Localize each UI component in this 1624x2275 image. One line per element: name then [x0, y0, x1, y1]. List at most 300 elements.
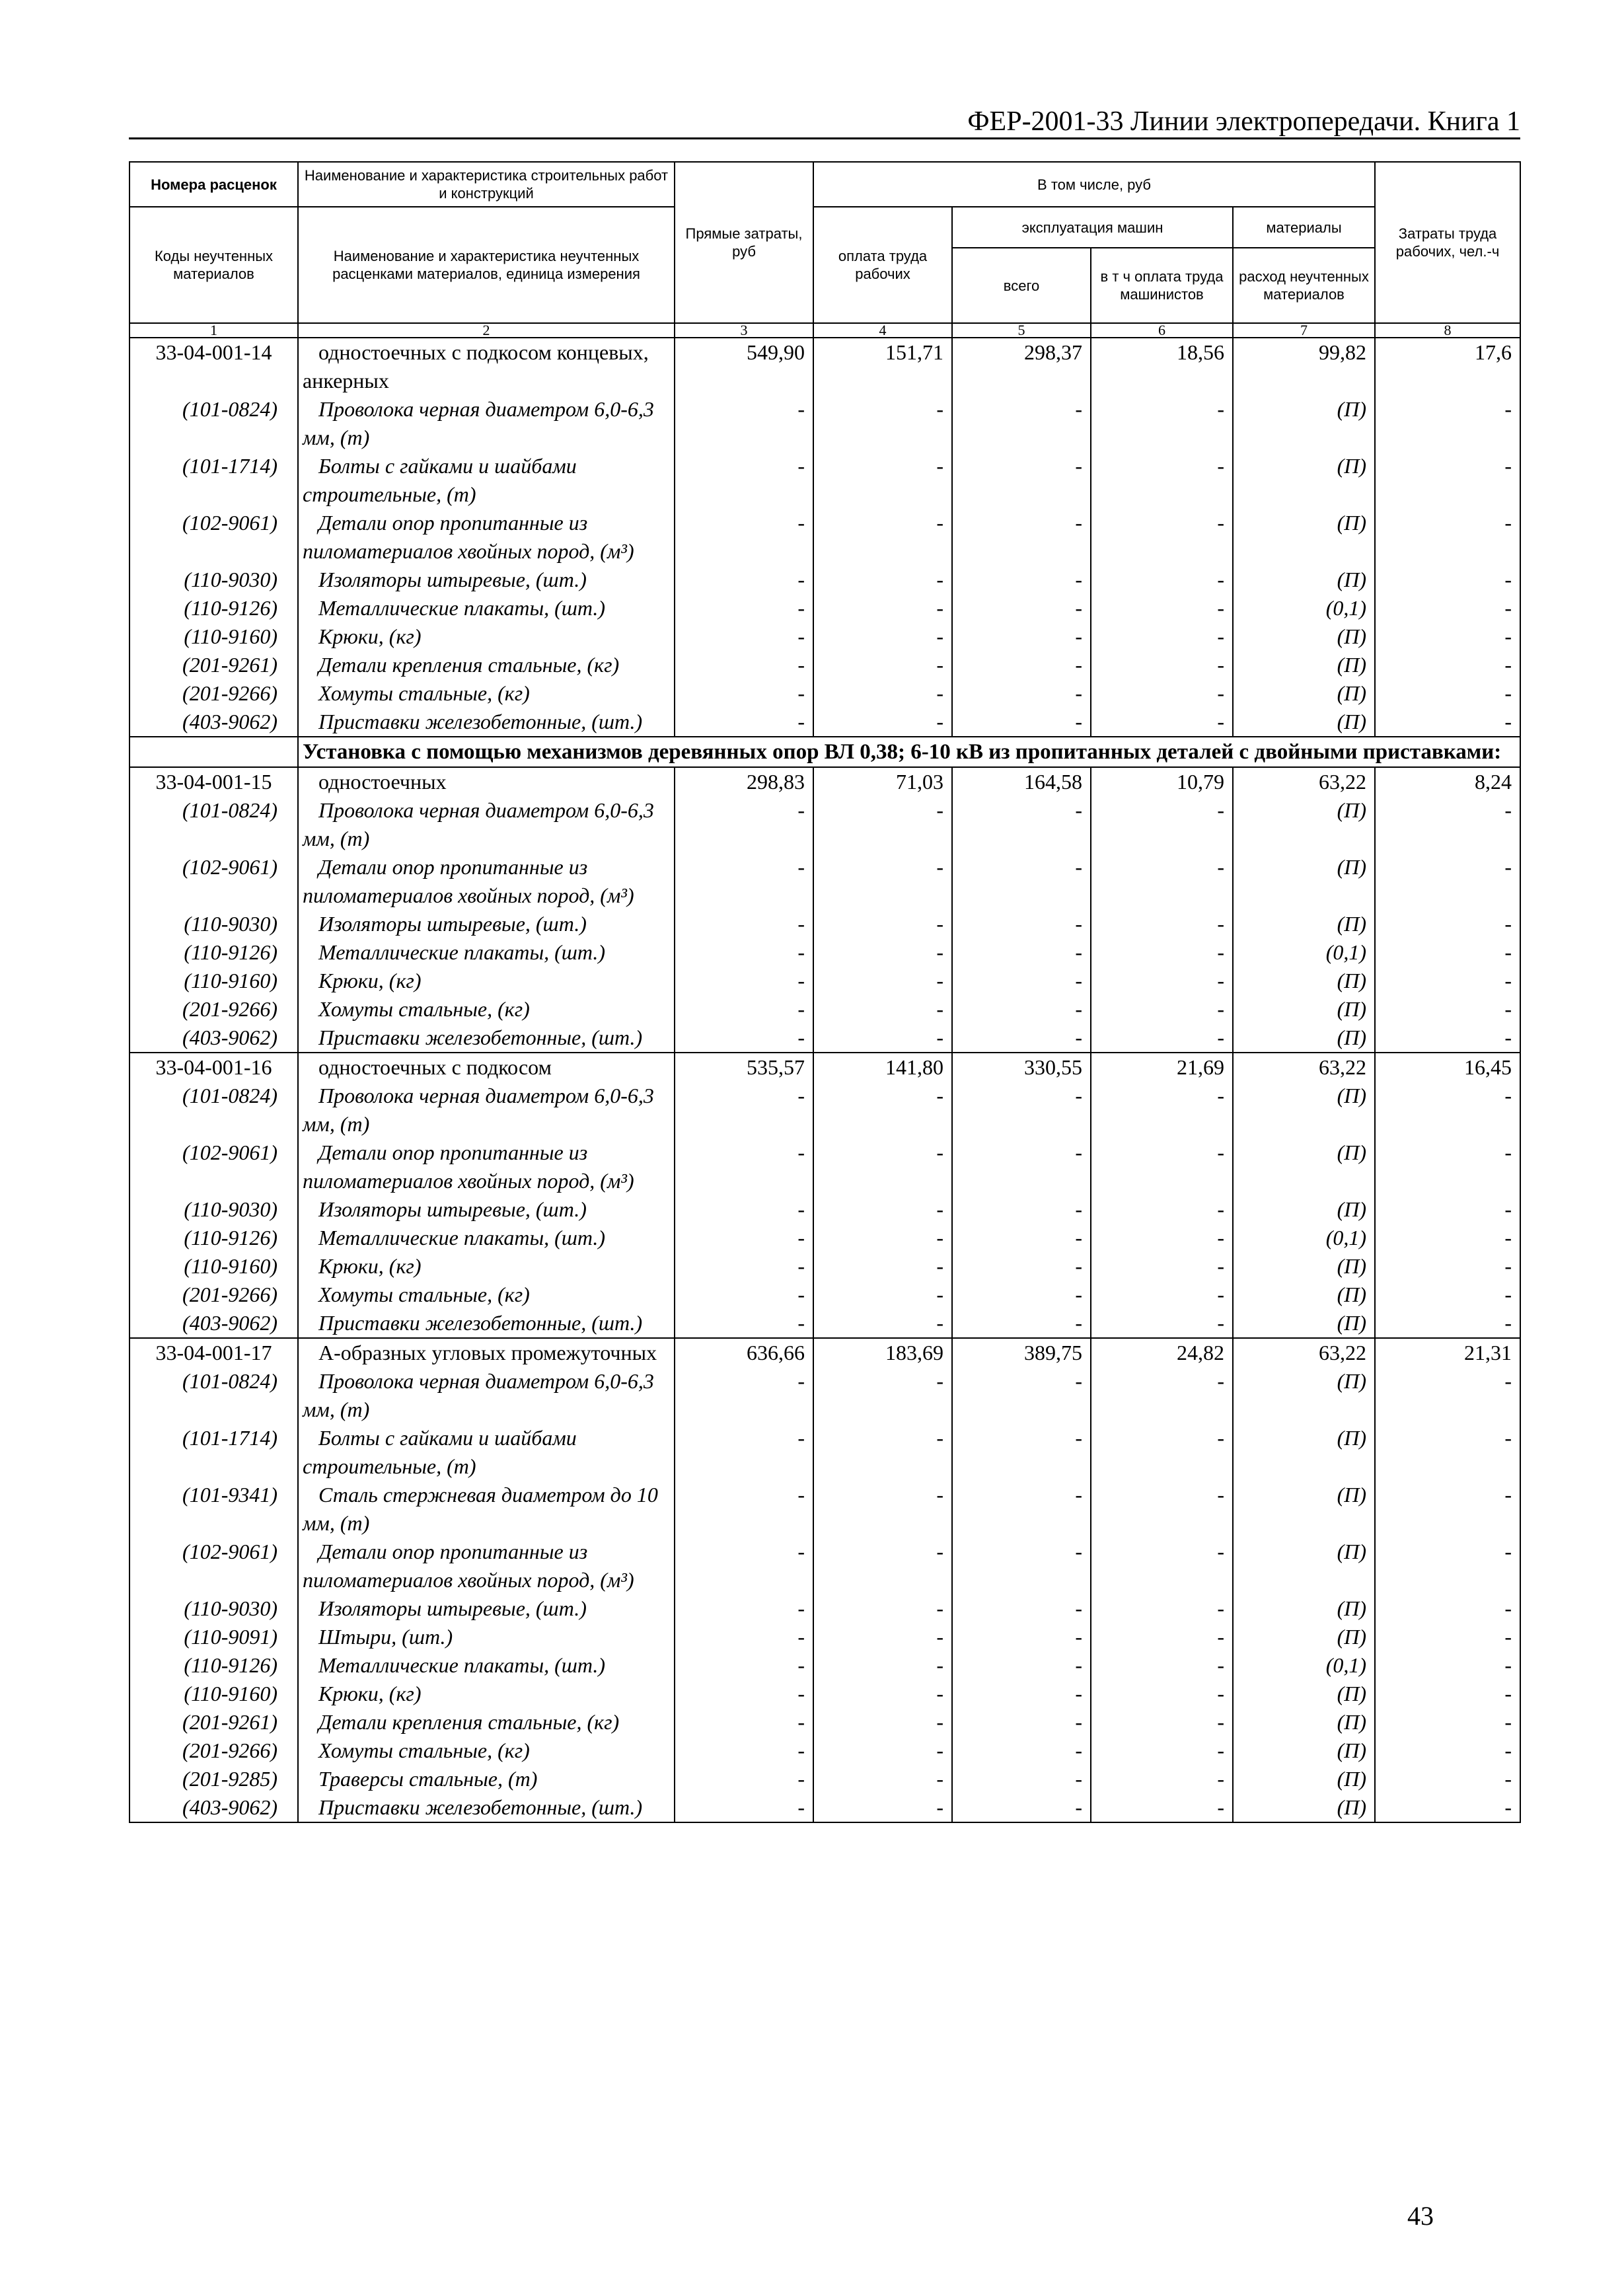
material-name: Изоляторы штыревые, (шт.): [298, 1594, 675, 1623]
labor-hours-cell: -: [1375, 1594, 1520, 1623]
material-code: (201-9261): [129, 651, 298, 679]
worker-pay-cell: -: [813, 853, 952, 910]
material-name: Детали крепления стальные, (кг): [298, 1708, 675, 1736]
machinist-pay-cell: -: [1091, 509, 1233, 566]
machinist-pay-cell: -: [1091, 1082, 1233, 1138]
machinist-pay-cell: -: [1091, 995, 1233, 1024]
material-name: Детали опор пропитанные из пиломатериалов хвойных пород, (м³): [298, 853, 675, 910]
labor-hours-cell: -: [1375, 1538, 1520, 1594]
labor-hours-cell: -: [1375, 594, 1520, 622]
material-code: (110-9030): [129, 1594, 298, 1623]
material-code: (110-9126): [129, 1224, 298, 1252]
materials-value-cell: (П): [1233, 1623, 1375, 1651]
rates-table: [129, 161, 1521, 1823]
col-direct-costs-header: Прямые затраты, руб: [675, 162, 813, 323]
direct-costs-cell: -: [675, 566, 813, 594]
direct-costs-cell: -: [675, 1538, 813, 1594]
machines-total-cell: -: [952, 566, 1091, 594]
labor-hours-cell: 21,31: [1375, 1338, 1520, 1367]
worker-pay-cell: -: [813, 622, 952, 651]
material-name: Хомуты стальные, (кг): [298, 1736, 675, 1765]
worker-pay-cell: 71,03: [813, 767, 952, 796]
direct-costs-cell: -: [675, 1252, 813, 1281]
labor-hours-cell: -: [1375, 1623, 1520, 1651]
worker-pay-cell: -: [813, 1281, 952, 1309]
material-row: [129, 1765, 1520, 1793]
worker-pay-cell: -: [813, 1424, 952, 1481]
machinist-pay-cell: -: [1091, 1793, 1233, 1822]
machines-total-cell: -: [952, 1623, 1091, 1651]
machines-total-cell: -: [952, 1224, 1091, 1252]
material-name: Детали опор пропитанные из пиломатериалов хвойных пород, (м³): [298, 1138, 675, 1195]
direct-costs-cell: -: [675, 452, 813, 509]
machinist-pay-cell: -: [1091, 967, 1233, 995]
materials-value-cell: (П): [1233, 1281, 1375, 1309]
machines-total-cell: -: [952, 651, 1091, 679]
material-row: [129, 452, 1520, 509]
materials-value-cell: (П): [1233, 796, 1375, 853]
direct-costs-cell: -: [675, 708, 813, 737]
worker-pay-cell: -: [813, 995, 952, 1024]
worker-pay-cell: -: [813, 1367, 952, 1424]
rate-row: [129, 1053, 1520, 1082]
rate-code: 33-04-001-17: [129, 1338, 298, 1367]
worker-pay-cell: -: [813, 1594, 952, 1623]
materials-value-cell: (П): [1233, 679, 1375, 708]
labor-hours-cell: -: [1375, 1224, 1520, 1252]
material-row: [129, 622, 1520, 651]
material-name: Металлические плакаты, (шт.): [298, 1651, 675, 1680]
material-row: [129, 1736, 1520, 1765]
machinist-pay-cell: -: [1091, 1651, 1233, 1680]
material-code: (201-9266): [129, 1736, 298, 1765]
materials-value-cell: (П): [1233, 1367, 1375, 1424]
material-code: (102-9061): [129, 1538, 298, 1594]
section-heading-row: [129, 737, 1520, 767]
direct-costs-cell: -: [675, 1680, 813, 1708]
material-code: (101-1714): [129, 452, 298, 509]
materials-value-cell: (П): [1233, 1708, 1375, 1736]
direct-costs-cell: -: [675, 1281, 813, 1309]
labor-hours-cell: -: [1375, 566, 1520, 594]
material-code: (101-0824): [129, 1082, 298, 1138]
machines-total-cell: -: [952, 1765, 1091, 1793]
col-machinist-pay-header: в т ч оплата труда машинистов: [1091, 248, 1233, 323]
materials-value-cell: (П): [1233, 452, 1375, 509]
material-row: [129, 1082, 1520, 1138]
machinist-pay-cell: -: [1091, 622, 1233, 651]
machinist-pay-cell: -: [1091, 594, 1233, 622]
material-row: [129, 967, 1520, 995]
machines-total-cell: -: [952, 1309, 1091, 1338]
materials-value-cell: (0,1): [1233, 1224, 1375, 1252]
worker-pay-cell: -: [813, 1224, 952, 1252]
labor-hours-cell: -: [1375, 679, 1520, 708]
col-material-usage-header: расход неучтенных материалов: [1233, 248, 1375, 323]
material-row: [129, 910, 1520, 938]
direct-costs-cell: -: [675, 1195, 813, 1224]
machines-total-cell: -: [952, 679, 1091, 708]
materials-value-cell: (0,1): [1233, 594, 1375, 622]
worker-pay-cell: -: [813, 1195, 952, 1224]
material-row: [129, 1281, 1520, 1309]
materials-value-cell: (0,1): [1233, 938, 1375, 967]
labor-hours-cell: -: [1375, 651, 1520, 679]
section-heading: Установка с помощью механизмов деревянных опор ВЛ 0,38; 6-10 кВ из пропитанных деталей с двойными приставками:: [298, 737, 1520, 767]
machines-total-cell: -: [952, 1680, 1091, 1708]
material-row: [129, 853, 1520, 910]
material-name: Штыри, (шт.): [298, 1623, 675, 1651]
material-row: [129, 796, 1520, 853]
materials-value-cell: (П): [1233, 910, 1375, 938]
material-name: Приставки железобетонные, (шт.): [298, 1024, 675, 1053]
material-row: [129, 1195, 1520, 1224]
material-name: Приставки железобетонные, (шт.): [298, 1309, 675, 1338]
col-machines-header: эксплуатация машин: [952, 207, 1233, 248]
worker-pay-cell: -: [813, 395, 952, 452]
direct-costs-cell: -: [675, 796, 813, 853]
material-code: (201-9266): [129, 679, 298, 708]
materials-value-cell: (П): [1233, 995, 1375, 1024]
machines-total-cell: -: [952, 1708, 1091, 1736]
worker-pay-cell: -: [813, 1793, 952, 1822]
col-labor-hours-header: Затраты труда рабочих, чел.-ч: [1375, 162, 1520, 323]
worker-pay-cell: -: [813, 594, 952, 622]
material-code: (201-9266): [129, 995, 298, 1024]
machinist-pay-cell: -: [1091, 1623, 1233, 1651]
material-code: (110-9160): [129, 1680, 298, 1708]
direct-costs-cell: -: [675, 1224, 813, 1252]
col-number: 2: [298, 323, 675, 338]
labor-hours-cell: -: [1375, 1651, 1520, 1680]
machines-total-cell: -: [952, 1793, 1091, 1822]
machines-total-cell: -: [952, 967, 1091, 995]
machines-total-cell: -: [952, 910, 1091, 938]
labor-hours-cell: -: [1375, 1680, 1520, 1708]
materials-value-cell: (П): [1233, 853, 1375, 910]
worker-pay-cell: -: [813, 651, 952, 679]
material-row: [129, 1138, 1520, 1195]
materials-value-cell: (П): [1233, 1481, 1375, 1538]
material-name: Приставки железобетонные, (шт.): [298, 708, 675, 737]
material-row: [129, 1680, 1520, 1708]
material-name: Детали крепления стальные, (кг): [298, 651, 675, 679]
labor-hours-cell: -: [1375, 395, 1520, 452]
machines-total-cell: -: [952, 708, 1091, 737]
material-name: Крюки, (кг): [298, 622, 675, 651]
labor-hours-cell: -: [1375, 1481, 1520, 1538]
worker-pay-cell: -: [813, 1765, 952, 1793]
worker-pay-cell: -: [813, 1024, 952, 1053]
machinist-pay-cell: -: [1091, 1024, 1233, 1053]
material-row: [129, 1481, 1520, 1538]
materials-value-cell: (П): [1233, 708, 1375, 737]
material-name: Крюки, (кг): [298, 1680, 675, 1708]
col-number: 6: [1091, 323, 1233, 338]
machinist-pay-cell: -: [1091, 1309, 1233, 1338]
material-code: (403-9062): [129, 1309, 298, 1338]
labor-hours-cell: 17,6: [1375, 338, 1520, 395]
machinist-pay-cell: -: [1091, 1224, 1233, 1252]
worker-pay-cell: -: [813, 1252, 952, 1281]
worker-pay-cell: -: [813, 679, 952, 708]
table-header: [129, 162, 1520, 338]
material-code: (102-9061): [129, 1138, 298, 1195]
labor-hours-cell: -: [1375, 1793, 1520, 1822]
rate-code: 33-04-001-15: [129, 767, 298, 796]
rate-name: одностоечных с подкосом: [298, 1053, 675, 1082]
col-work-name-header: Наименование и характеристика строительных работ и конструкций: [298, 162, 675, 207]
machinist-pay-cell: -: [1091, 910, 1233, 938]
labor-hours-cell: -: [1375, 1367, 1520, 1424]
material-name: Болты с гайками и шайбами строительные, (т): [298, 1424, 675, 1481]
machines-total-cell: -: [952, 509, 1091, 566]
materials-value-cell: 99,82: [1233, 338, 1375, 395]
direct-costs-cell: 636,66: [675, 1338, 813, 1367]
worker-pay-cell: -: [813, 1481, 952, 1538]
machines-total-cell: -: [952, 1538, 1091, 1594]
page-number: 43: [1407, 2201, 1434, 2231]
material-name: Изоляторы штыревые, (шт.): [298, 1195, 675, 1224]
direct-costs-cell: 549,90: [675, 338, 813, 395]
materials-value-cell: (П): [1233, 509, 1375, 566]
machines-total-cell: -: [952, 938, 1091, 967]
material-code: (101-9341): [129, 1481, 298, 1538]
material-row: [129, 1252, 1520, 1281]
rate-name: А-образных угловых промежуточных: [298, 1338, 675, 1367]
material-name: Хомуты стальные, (кг): [298, 995, 675, 1024]
direct-costs-cell: -: [675, 622, 813, 651]
direct-costs-cell: -: [675, 938, 813, 967]
machines-total-cell: -: [952, 452, 1091, 509]
material-name: Проволока черная диаметром 6,0-6,3 мм, (т): [298, 796, 675, 853]
col-machines-total-header: всего: [952, 248, 1091, 323]
col-worker-pay-header: оплата труда рабочих: [813, 207, 952, 323]
worker-pay-cell: -: [813, 1651, 952, 1680]
table-body: [129, 338, 1520, 1822]
direct-costs-cell: -: [675, 1309, 813, 1338]
material-name: Хомуты стальные, (кг): [298, 1281, 675, 1309]
labor-hours-cell: -: [1375, 1736, 1520, 1765]
material-row: [129, 679, 1520, 708]
machinist-pay-cell: 10,79: [1091, 767, 1233, 796]
machinist-pay-cell: -: [1091, 1708, 1233, 1736]
machinist-pay-cell: -: [1091, 1281, 1233, 1309]
machinist-pay-cell: -: [1091, 1481, 1233, 1538]
labor-hours-cell: -: [1375, 910, 1520, 938]
direct-costs-cell: -: [675, 1024, 813, 1053]
labor-hours-cell: -: [1375, 995, 1520, 1024]
labor-hours-cell: -: [1375, 1708, 1520, 1736]
worker-pay-cell: -: [813, 708, 952, 737]
material-code: (101-0824): [129, 395, 298, 452]
labor-hours-cell: -: [1375, 853, 1520, 910]
section-blank-cell: [129, 737, 298, 767]
direct-costs-cell: -: [675, 395, 813, 452]
direct-costs-cell: 298,83: [675, 767, 813, 796]
machinist-pay-cell: -: [1091, 1252, 1233, 1281]
labor-hours-cell: -: [1375, 967, 1520, 995]
material-code: (102-9061): [129, 853, 298, 910]
machines-total-cell: -: [952, 1252, 1091, 1281]
materials-value-cell: (П): [1233, 1138, 1375, 1195]
col-number: 8: [1375, 323, 1520, 338]
labor-hours-cell: -: [1375, 1082, 1520, 1138]
material-code: (201-9261): [129, 1708, 298, 1736]
materials-value-cell: (П): [1233, 1680, 1375, 1708]
machinist-pay-cell: -: [1091, 651, 1233, 679]
material-name: Проволока черная диаметром 6,0-6,3 мм, (т): [298, 395, 675, 452]
machinist-pay-cell: -: [1091, 1367, 1233, 1424]
direct-costs-cell: -: [675, 1623, 813, 1651]
worker-pay-cell: -: [813, 1538, 952, 1594]
materials-value-cell: (П): [1233, 1082, 1375, 1138]
materials-value-cell: (П): [1233, 1024, 1375, 1053]
material-row: [129, 651, 1520, 679]
worker-pay-cell: -: [813, 1138, 952, 1195]
material-name: Крюки, (кг): [298, 967, 675, 995]
material-code: (110-9030): [129, 1195, 298, 1224]
direct-costs-cell: -: [675, 853, 813, 910]
worker-pay-cell: 141,80: [813, 1053, 952, 1082]
labor-hours-cell: -: [1375, 1765, 1520, 1793]
direct-costs-cell: -: [675, 1765, 813, 1793]
direct-costs-cell: -: [675, 995, 813, 1024]
direct-costs-cell: -: [675, 1424, 813, 1481]
direct-costs-cell: -: [675, 1793, 813, 1822]
materials-value-cell: (П): [1233, 1309, 1375, 1338]
material-row: [129, 1024, 1520, 1053]
machines-total-cell: -: [952, 1481, 1091, 1538]
material-name: Детали опор пропитанные из пиломатериалов хвойных пород, (м³): [298, 1538, 675, 1594]
material-row: [129, 938, 1520, 967]
machines-total-cell: -: [952, 1024, 1091, 1053]
material-code: (101-1714): [129, 1424, 298, 1481]
direct-costs-cell: -: [675, 1481, 813, 1538]
material-code: (110-9160): [129, 1252, 298, 1281]
material-code: (201-9266): [129, 1281, 298, 1309]
material-row: [129, 995, 1520, 1024]
worker-pay-cell: -: [813, 452, 952, 509]
col-group-including-header: В том числе, руб: [813, 162, 1375, 207]
materials-value-cell: (П): [1233, 566, 1375, 594]
col-number: 3: [675, 323, 813, 338]
materials-value-cell: 63,22: [1233, 1338, 1375, 1367]
material-code: (110-9030): [129, 566, 298, 594]
col-number: 7: [1233, 323, 1375, 338]
materials-value-cell: (П): [1233, 967, 1375, 995]
materials-value-cell: (П): [1233, 1538, 1375, 1594]
machines-total-cell: -: [952, 853, 1091, 910]
material-name: Проволока черная диаметром 6,0-6,3 мм, (т): [298, 1082, 675, 1138]
machines-total-cell: -: [952, 1195, 1091, 1224]
material-name: Металлические плакаты, (шт.): [298, 938, 675, 967]
materials-value-cell: (П): [1233, 1195, 1375, 1224]
direct-costs-cell: -: [675, 1736, 813, 1765]
materials-value-cell: (П): [1233, 651, 1375, 679]
machinist-pay-cell: -: [1091, 853, 1233, 910]
machines-total-cell: 330,55: [952, 1053, 1091, 1082]
labor-hours-cell: -: [1375, 1195, 1520, 1224]
col-number: 4: [813, 323, 952, 338]
machines-total-cell: -: [952, 395, 1091, 452]
worker-pay-cell: 151,71: [813, 338, 952, 395]
material-row: [129, 1538, 1520, 1594]
materials-value-cell: 63,22: [1233, 767, 1375, 796]
material-code: (110-9160): [129, 622, 298, 651]
worker-pay-cell: -: [813, 509, 952, 566]
labor-hours-cell: -: [1375, 1281, 1520, 1309]
material-row: [129, 1793, 1520, 1822]
worker-pay-cell: -: [813, 910, 952, 938]
machinist-pay-cell: -: [1091, 395, 1233, 452]
material-code: (110-9091): [129, 1623, 298, 1651]
materials-value-cell: (П): [1233, 622, 1375, 651]
machinist-pay-cell: -: [1091, 1594, 1233, 1623]
rate-name: одностоечных с подкосом концевых, анкерных: [298, 338, 675, 395]
machinist-pay-cell: -: [1091, 566, 1233, 594]
materials-value-cell: (П): [1233, 1793, 1375, 1822]
header-rule: [129, 137, 1520, 139]
machines-total-cell: 389,75: [952, 1338, 1091, 1367]
material-name: Болты с гайками и шайбами строительные, (т): [298, 452, 675, 509]
labor-hours-cell: -: [1375, 452, 1520, 509]
machinist-pay-cell: -: [1091, 708, 1233, 737]
machines-total-cell: -: [952, 1082, 1091, 1138]
worker-pay-cell: -: [813, 938, 952, 967]
direct-costs-cell: -: [675, 1708, 813, 1736]
machinist-pay-cell: -: [1091, 1138, 1233, 1195]
direct-costs-cell: 535,57: [675, 1053, 813, 1082]
machinist-pay-cell: 18,56: [1091, 338, 1233, 395]
labor-hours-cell: -: [1375, 1424, 1520, 1481]
machines-total-cell: -: [952, 1736, 1091, 1765]
materials-value-cell: (П): [1233, 1765, 1375, 1793]
material-code: (110-9126): [129, 938, 298, 967]
material-code: (403-9062): [129, 708, 298, 737]
page-header: ФЕР-2001-33 Линии электропередачи. Книга 1: [967, 106, 1520, 137]
machinist-pay-cell: -: [1091, 1736, 1233, 1765]
rate-row: [129, 767, 1520, 796]
machinist-pay-cell: -: [1091, 1765, 1233, 1793]
rate-row: [129, 338, 1520, 395]
machines-total-cell: -: [952, 1281, 1091, 1309]
machinist-pay-cell: -: [1091, 1195, 1233, 1224]
rate-code: 33-04-001-16: [129, 1053, 298, 1082]
direct-costs-cell: -: [675, 679, 813, 708]
material-code: (110-9030): [129, 910, 298, 938]
material-name: Хомуты стальные, (кг): [298, 679, 675, 708]
labor-hours-cell: -: [1375, 622, 1520, 651]
rates-table-container: [129, 161, 1520, 1823]
worker-pay-cell: -: [813, 1623, 952, 1651]
labor-hours-cell: -: [1375, 1252, 1520, 1281]
direct-costs-cell: -: [675, 509, 813, 566]
materials-value-cell: (П): [1233, 1424, 1375, 1481]
material-row: [129, 509, 1520, 566]
machines-total-cell: -: [952, 1424, 1091, 1481]
machines-total-cell: -: [952, 995, 1091, 1024]
material-row: [129, 708, 1520, 737]
material-name: Детали опор пропитанные из пиломатериалов хвойных пород, (м³): [298, 509, 675, 566]
material-name: Проволока черная диаметром 6,0-6,3 мм, (т): [298, 1367, 675, 1424]
material-row: [129, 1367, 1520, 1424]
material-row: [129, 1708, 1520, 1736]
material-name: Сталь стержневая диаметром до 10 мм, (т): [298, 1481, 675, 1538]
machinist-pay-cell: -: [1091, 1680, 1233, 1708]
material-row: [129, 1424, 1520, 1481]
materials-value-cell: (П): [1233, 1594, 1375, 1623]
